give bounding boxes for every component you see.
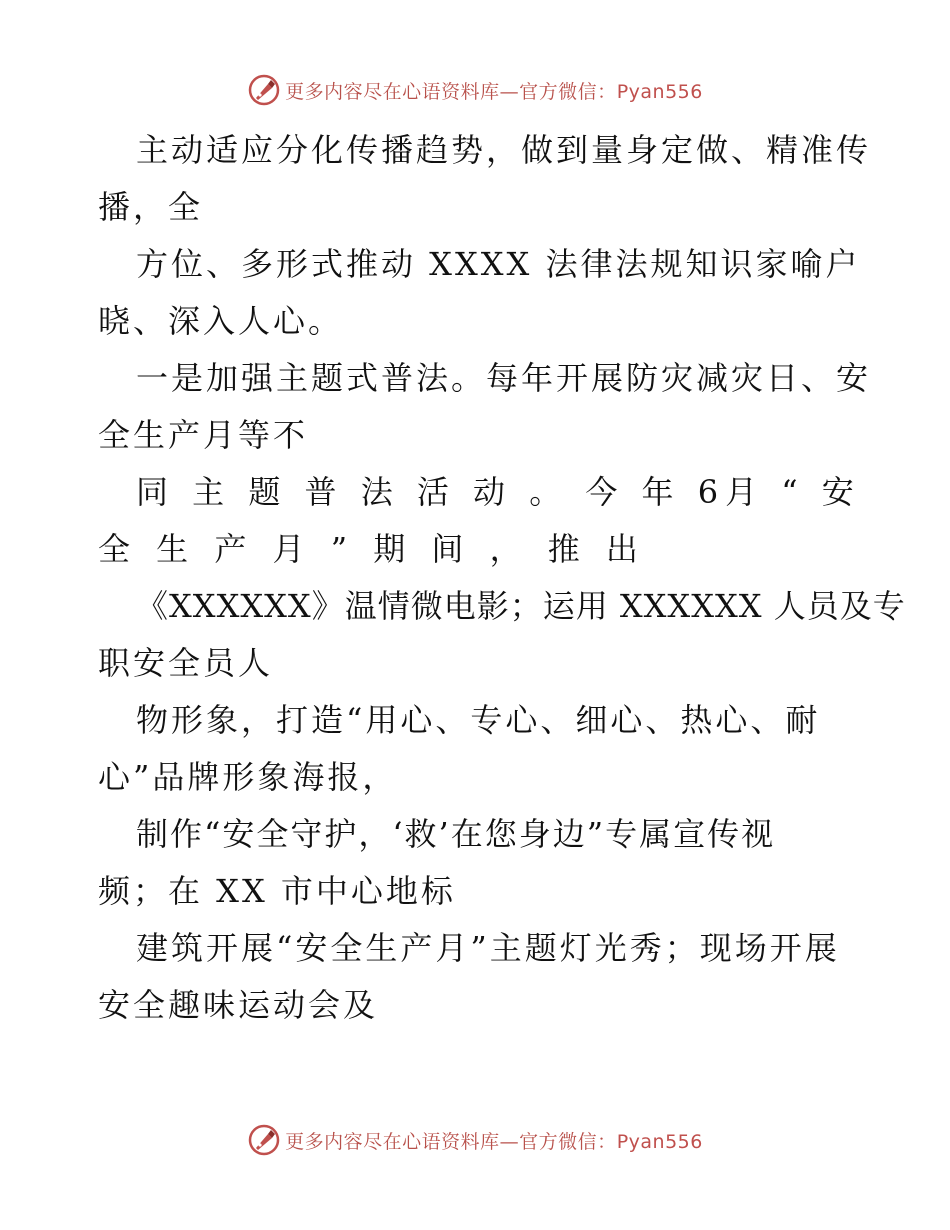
watermark-wechat-id: Pyan556	[616, 80, 703, 103]
text-line: 职安全员人	[98, 644, 274, 682]
text-line: 晓、深入人心。	[98, 302, 344, 340]
watermark-wechat-label: 官方微信：	[519, 1130, 617, 1153]
text-line: 全生产月等不	[98, 416, 309, 454]
watermark-wechat-id: Pyan556	[616, 1130, 703, 1153]
text-line: 一是加强主题式普法。每年开展防灾减灾日、安	[136, 359, 872, 397]
watermark-separator: —	[499, 80, 520, 103]
pen-nib-logo-icon	[247, 1123, 281, 1157]
text-line: 《XXXXXX》温情微电影；运用 XXXXXX 人员及专	[136, 587, 906, 625]
watermark-brand: 更多内容尽在心语资料库	[285, 80, 500, 103]
text-line: 方位、多形式推动 XXXX 法律法规知识家喻户	[136, 245, 861, 283]
text-line: 同 主 题 普 法 活 动 。 今 年 6月 “ 安	[136, 473, 861, 511]
text-line: 播，全	[98, 188, 204, 226]
watermark-separator: —	[499, 1130, 520, 1153]
text-line: 安全趣味运动会及	[98, 986, 379, 1024]
footer-watermark	[0, 1120, 950, 1160]
watermark-brand: 更多内容尽在心语资料库	[285, 1130, 500, 1153]
text-line: 建筑开展“安全生产月”主题灯光秀；现场开展	[136, 929, 840, 967]
text-line: 制作“安全守护，‘救’在您身边”专属宣传视	[136, 815, 776, 853]
text-line: 心”品牌形象海报，	[98, 758, 398, 796]
text-line: 频；在 XX 市中心地标	[98, 872, 456, 910]
watermark-wechat-label: 官方微信：	[519, 80, 617, 103]
text-line: 全 生 产 月 ” 期 间 ， 推 出	[98, 530, 646, 568]
text-line: 主动适应分化传播趋势，做到量身定做、精准传	[136, 131, 872, 169]
text-line: 物形象，打造“用心、专心、细心、热心、耐	[136, 701, 821, 739]
pen-nib-logo-icon	[247, 73, 281, 107]
header-watermark	[0, 70, 950, 110]
